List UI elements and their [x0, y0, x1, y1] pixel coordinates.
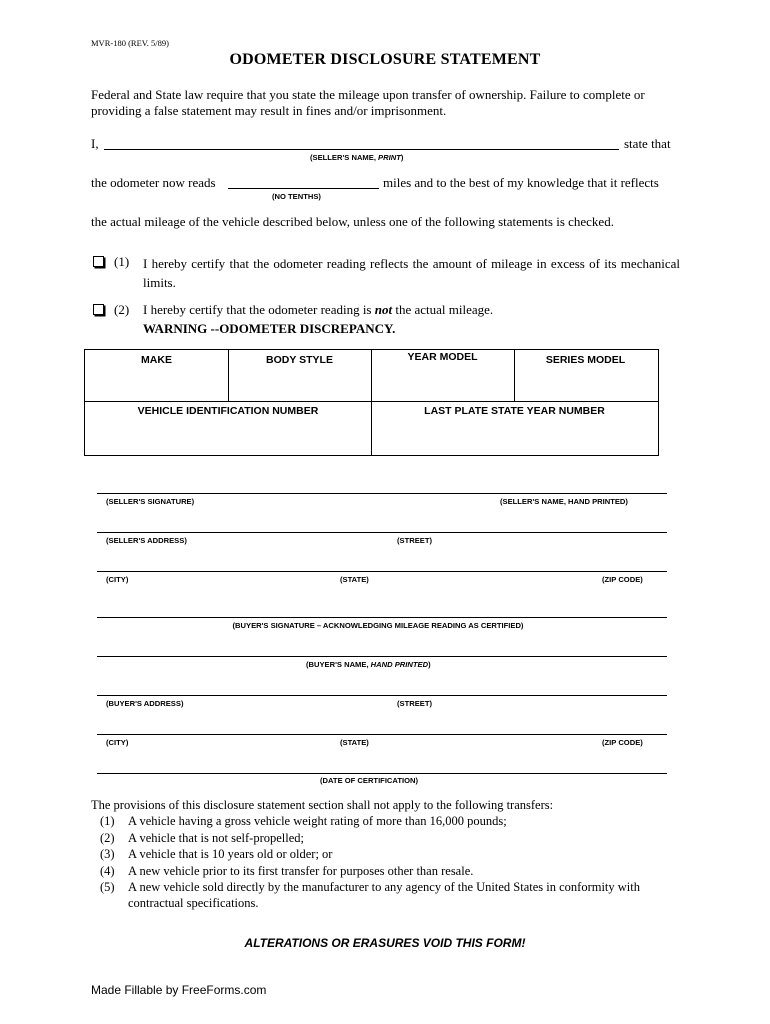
list-item	[91, 879, 691, 912]
provisions-intro: The provisions of this disclosure statement section shall not apply to the following transfers:	[91, 798, 554, 812]
seller-suffix: state that	[624, 136, 671, 151]
series-model-header: SERIES MODEL	[545, 354, 626, 366]
statement-1-checkbox[interactable]	[93, 256, 104, 267]
buyer-street-caption: (STREET)	[397, 699, 433, 708]
actual-mileage-text: the actual mileage of the vehicle described below, unless one of the following statements is checked.	[91, 214, 614, 229]
warning-text: WARNING --ODOMETER DISCREPANCY.	[143, 321, 396, 336]
statement-2-num: (2)	[114, 302, 130, 317]
buyer-signature-caption: (BUYER'S SIGNATURE – ACKNOWLEDGING MILEAGE READING AS CERTIFIED)	[232, 621, 524, 630]
vin-header: VEHICLE IDENTIFICATION NUMBER	[137, 405, 319, 417]
certification-date-line[interactable]	[97, 763, 667, 774]
list-item-text: A vehicle that is 10 years old or older; or	[128, 847, 333, 862]
buyer-address-line[interactable]	[97, 685, 667, 696]
seller-zip-caption: (ZIP CODE)	[602, 575, 643, 584]
page-title: ODOMETER DISCLOSURE STATEMENT	[229, 51, 541, 68]
list-item-text: A vehicle that is not self-propelled;	[128, 830, 304, 845]
seller-signature-line[interactable]	[97, 483, 667, 494]
buyer-state-caption: (STATE)	[340, 738, 369, 747]
certification-date-caption: (DATE OF CERTIFICATION)	[320, 776, 419, 785]
odometer-field[interactable]	[228, 175, 379, 189]
list-item	[91, 846, 691, 862]
seller-signature-caption: (SELLER'S SIGNATURE)	[106, 497, 195, 506]
buyer-signature-line[interactable]	[97, 607, 667, 618]
made-fillable-credit: Made Fillable by FreeForms.com	[91, 983, 267, 997]
buyer-name-caption: (BUYER'S NAME, HAND PRINTED)	[306, 660, 431, 669]
list-item-text: A new vehicle prior to its first transfer for purposes other than resale.	[128, 863, 474, 878]
alterations-warning: ALTERATIONS OR ERASURES VOID THIS FORM!	[244, 936, 526, 950]
intro-text: Federal and State law require that you state the mileage upon transfer of ownership. Failure to complete or providing a false statement may result in fines and/or imprisonment.	[91, 87, 645, 118]
statement-2-checkbox[interactable]	[93, 304, 104, 315]
buyer-zip-caption: (ZIP CODE)	[602, 738, 643, 747]
seller-name-printed-caption: (SELLER'S NAME, HAND PRINTED)	[500, 497, 628, 506]
seller-city-line[interactable]	[97, 561, 667, 572]
statement-1-num: (1)	[114, 254, 130, 269]
vehicle-info-table	[84, 349, 659, 456]
list-item-num: (1)	[100, 814, 115, 829]
list-item-text: A new vehicle sold directly by the manufacturer to any agency of the United States in conformity with contractual specifications.	[128, 880, 641, 911]
list-item-num: (4)	[100, 863, 115, 878]
list-item	[91, 813, 691, 829]
list-item	[91, 863, 691, 879]
seller-address-line[interactable]	[97, 522, 667, 533]
seller-prefix: I,	[91, 136, 99, 151]
odometer-suffix: miles and to the best of my knowledge that it reflects	[383, 175, 659, 190]
no-tenths-caption: (NO TENTHS)	[272, 192, 321, 201]
seller-street-caption: (STREET)	[397, 536, 433, 545]
buyer-city-caption: (CITY)	[106, 738, 129, 747]
statement-2-text: I hereby certify that the odometer reading is not the actual mileage.	[143, 302, 494, 317]
list-item	[91, 830, 691, 846]
provisions-section	[91, 797, 691, 912]
seller-address-caption: (SELLER'S ADDRESS)	[106, 536, 187, 545]
last-plate-header: LAST PLATE STATE YEAR NUMBER	[424, 405, 605, 417]
list-item-text: A vehicle having a gross vehicle weight rating of more than 16,000 pounds;	[128, 814, 507, 829]
year-model-header: YEAR MODEL	[407, 351, 478, 363]
buyer-city-line[interactable]	[97, 724, 667, 735]
form-id: MVR-180 (REV. 5/89)	[91, 38, 169, 48]
odometer-prefix: the odometer now reads	[91, 175, 216, 190]
make-header: MAKE	[141, 354, 172, 366]
list-item-num: (5)	[100, 880, 115, 895]
seller-name-caption: (SELLER'S NAME, PRINT)	[310, 153, 404, 162]
seller-city-caption: (CITY)	[106, 575, 129, 584]
statement-1-text: I hereby certify that the odometer reading reflects the amount of mileage in excess of its mechanical limits.	[143, 256, 680, 290]
buyer-name-line[interactable]	[97, 646, 667, 657]
table-divider	[371, 350, 372, 455]
seller-name-field[interactable]	[104, 136, 619, 150]
buyer-address-caption: (BUYER'S ADDRESS)	[106, 699, 184, 708]
list-item-num: (2)	[100, 830, 115, 845]
list-item-num: (3)	[100, 847, 115, 862]
seller-state-caption: (STATE)	[340, 575, 369, 584]
body-style-header: BODY STYLE	[266, 354, 333, 366]
